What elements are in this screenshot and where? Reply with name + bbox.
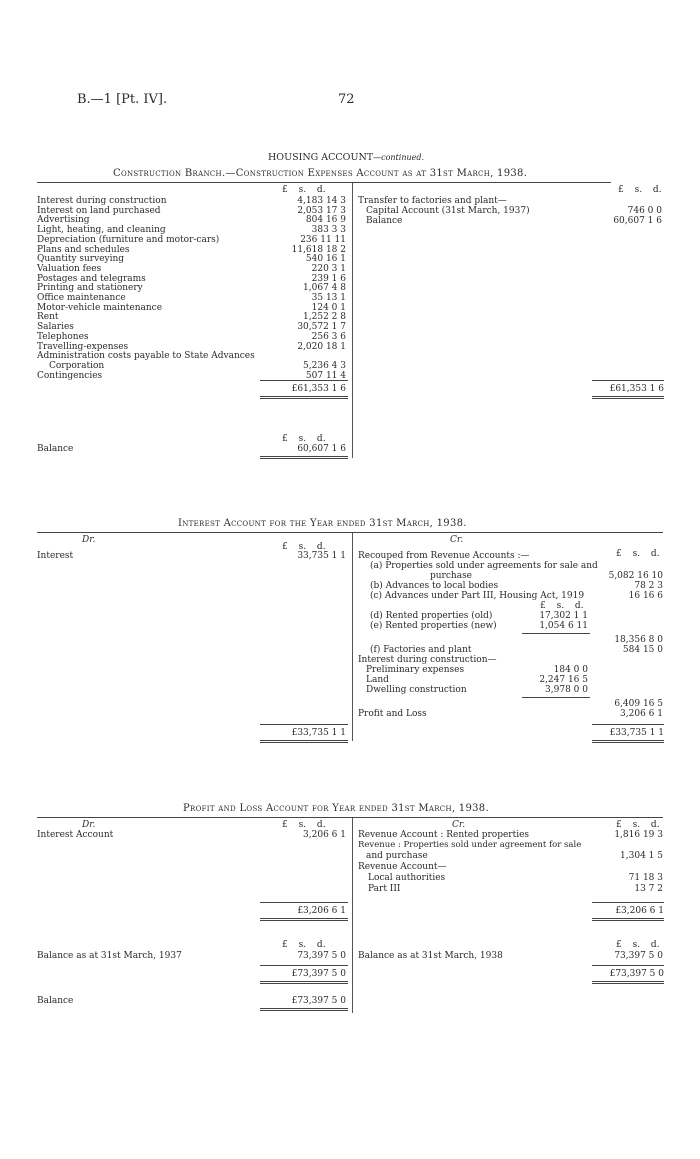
bal-total-left: £73,397 5 0 xyxy=(291,969,346,979)
interest-left-units: £ s. d. xyxy=(282,542,326,552)
debit-amount: 383 3 3 xyxy=(311,225,346,236)
debit-amount: 540 16 1 xyxy=(305,254,346,265)
debit-row xyxy=(37,342,346,352)
debit-row xyxy=(37,332,346,342)
housing-right-units: £ s. d. xyxy=(618,185,662,195)
local-auth-row: Local authorities 71 18 3 xyxy=(368,873,663,883)
prelim-row: Preliminary expenses 184 0 0 xyxy=(366,665,588,675)
interest-dr: Dr. xyxy=(82,535,96,545)
debit-row xyxy=(37,351,346,361)
debit-amount: 2,020 18 1 xyxy=(297,341,346,352)
final-balance-row: Balance £73,397 5 0 xyxy=(37,996,346,1006)
debit-row xyxy=(37,254,346,264)
item-a-line1: (a) Properties sold under agreements for sale and xyxy=(370,561,598,571)
debit-row xyxy=(37,206,346,216)
bal-total-right: £73,397 5 0 xyxy=(609,969,664,979)
debit-amount: 4,183 14 3 xyxy=(297,196,346,206)
profit-loss-title: Profit and Loss Account for Year ended 31st March, 1938. xyxy=(183,803,489,814)
housing-account-heading: HOUSING ACCOUNT—continued. xyxy=(268,152,425,163)
interest-construction-heading: Interest during construction— xyxy=(358,655,497,665)
debit-row xyxy=(37,283,346,293)
housing-total-right: £61,353 1 6 xyxy=(609,384,664,394)
debit-label: Telephones xyxy=(37,331,89,342)
debit-row xyxy=(37,274,346,284)
subtotal-construction: 6,409 16 5 xyxy=(614,699,663,709)
bal-1938-row: Balance as at 31st March, 1938 73,397 5 0 xyxy=(358,951,663,961)
debit-label: Interest on land purchased xyxy=(37,205,161,216)
interest-total-left: £33,735 1 1 xyxy=(291,728,346,738)
debit-label: Contingencies xyxy=(37,370,103,381)
debit-label: Travelling-expenses xyxy=(37,341,129,352)
pl-right-units: £ s. d. xyxy=(616,820,660,830)
pl-dr: Dr. xyxy=(82,820,96,830)
interest-total-right: £33,735 1 1 xyxy=(609,728,664,738)
pl-debit-row: Interest Account 3,206 6 1 xyxy=(37,830,346,840)
debit-label: Administration costs payable to State Advances xyxy=(37,351,255,362)
debit-label: Printing and stationery xyxy=(37,283,143,294)
debit-row xyxy=(37,245,346,255)
debit-amount: 220 3 1 xyxy=(311,263,346,274)
interest-cr: Cr. xyxy=(450,535,464,545)
rev-sold-row: and purchase 1,304 1 5 xyxy=(366,851,663,861)
housing-left-units: £ s. d. xyxy=(282,185,326,195)
interest-title: Interest Account for the Year ended 31st March, 1938. xyxy=(178,518,467,529)
item-f-row: (f) Factories and plant 584 15 0 xyxy=(370,645,663,655)
housing-total-left: £61,353 1 6 xyxy=(291,384,346,394)
debit-row xyxy=(37,322,346,332)
debit-label: Interest during construction xyxy=(37,196,167,206)
debit-row xyxy=(49,361,346,371)
debit-row xyxy=(37,215,346,225)
subtotal-de: 18,356 8 0 xyxy=(614,635,663,645)
debit-row xyxy=(37,196,346,206)
housing-balance-units: £ s. d. xyxy=(282,434,326,444)
debit-label: Light, heating, and cleaning xyxy=(37,225,166,236)
bal-1937-row: Balance as at 31st March, 1937 73,397 5 0 xyxy=(37,951,346,961)
debit-amount: 11,618 18 2 xyxy=(291,244,346,255)
debit-label: Quantity surveying xyxy=(37,254,125,265)
land-row: Land 2,247 16 5 xyxy=(366,675,588,685)
page-number: 72 xyxy=(338,92,355,107)
rev-account-heading: Revenue Account— xyxy=(358,862,447,872)
item-e-row: (e) Rented properties (new) 1,054 6 11 xyxy=(370,621,588,631)
housing-balance-row: Balance 60,607 1 6 xyxy=(37,444,346,454)
pl-bal-units-right: £ s. d. xyxy=(616,940,660,950)
debit-amount: 1,067 4 8 xyxy=(303,283,346,294)
interest-inner-units: £ s. d. xyxy=(540,601,584,611)
debit-row xyxy=(37,312,346,322)
debit-row xyxy=(37,235,346,245)
debit-label: Valuation fees xyxy=(37,263,102,274)
debit-row xyxy=(37,264,346,274)
pl-bal-units-left: £ s. d. xyxy=(282,940,326,950)
debit-row xyxy=(37,293,346,303)
debit-row xyxy=(37,225,346,235)
debit-label: Advertising xyxy=(37,215,90,226)
profit-loss-row: Profit and Loss 3,206 6 1 xyxy=(358,709,663,719)
debit-label: Office maintenance xyxy=(37,293,126,303)
rev-rented-row: Revenue Account : Rented properties 1,816 19 3 xyxy=(358,830,663,840)
interest-right-units: £ s. d. xyxy=(616,549,660,559)
debit-amount: 30,572 1 7 xyxy=(297,322,346,333)
page-reference: B.—1 [Pt. IV]. xyxy=(77,92,168,107)
debit-label: Motor-vehicle maintenance xyxy=(37,302,163,313)
credit-row: Capital Account (31st March, 1937) 746 0 0 xyxy=(366,206,662,216)
construction-title: Construction Branch.—Construction Expenses Account as at 31st March, 1938. xyxy=(113,168,528,179)
rev-sold-line1: Revenue : Properties sold under agreement for sale xyxy=(358,840,582,850)
item-b-row: (b) Advances to local bodies 78 2 3 xyxy=(370,581,663,591)
pl-total-left: £3,206 6 1 xyxy=(297,906,346,916)
item-d-row: (d) Rented properties (old) 17,302 1 1 xyxy=(370,611,588,621)
debit-amount: 2,053 17 3 xyxy=(297,205,346,216)
debit-label: Postages and telegrams xyxy=(37,273,146,284)
pl-cr: Cr. xyxy=(452,820,466,830)
item-c-row: (c) Advances under Part III, Housing Act, 1919 16 16 6 xyxy=(370,591,663,601)
debit-label: Corporation xyxy=(49,360,105,371)
debit-amount: 256 3 6 xyxy=(311,331,346,342)
debit-amount: 239 1 6 xyxy=(311,273,346,284)
dwelling-row: Dwelling construction 3,978 0 0 xyxy=(366,685,588,695)
pl-left-units: £ s. d. xyxy=(282,820,326,830)
credit-row: Balance 60,607 1 6 xyxy=(366,216,662,226)
debit-amount: 5,236 4 3 xyxy=(303,360,346,371)
debit-label: Plans and schedules xyxy=(37,244,130,255)
pl-total-right: £3,206 6 1 xyxy=(615,906,664,916)
debit-label: Salaries xyxy=(37,322,74,333)
debit-amount: 124 0 1 xyxy=(311,302,346,313)
interest-debit-row: Interest 33,735 1 1 xyxy=(37,551,346,561)
debit-amount: 804 16 9 xyxy=(305,215,346,226)
credit-row: Transfer to factories and plant— xyxy=(358,196,507,206)
debit-amount: 236 11 11 xyxy=(300,234,346,245)
debit-amount: 1,252 2 8 xyxy=(303,312,346,323)
debit-label: Rent xyxy=(37,312,59,323)
debit-label: Depreciation (furniture and motor-cars) xyxy=(37,234,220,245)
debit-amount: 507 11 4 xyxy=(305,370,346,381)
item-a-row: purchase 5,082 16 10 xyxy=(430,571,663,581)
part3-row: Part III 13 7 2 xyxy=(368,884,663,894)
debit-amount: 35 13 1 xyxy=(311,293,346,303)
recouped-heading: Recouped from Revenue Accounts :— xyxy=(358,551,530,561)
debit-row xyxy=(37,303,346,313)
